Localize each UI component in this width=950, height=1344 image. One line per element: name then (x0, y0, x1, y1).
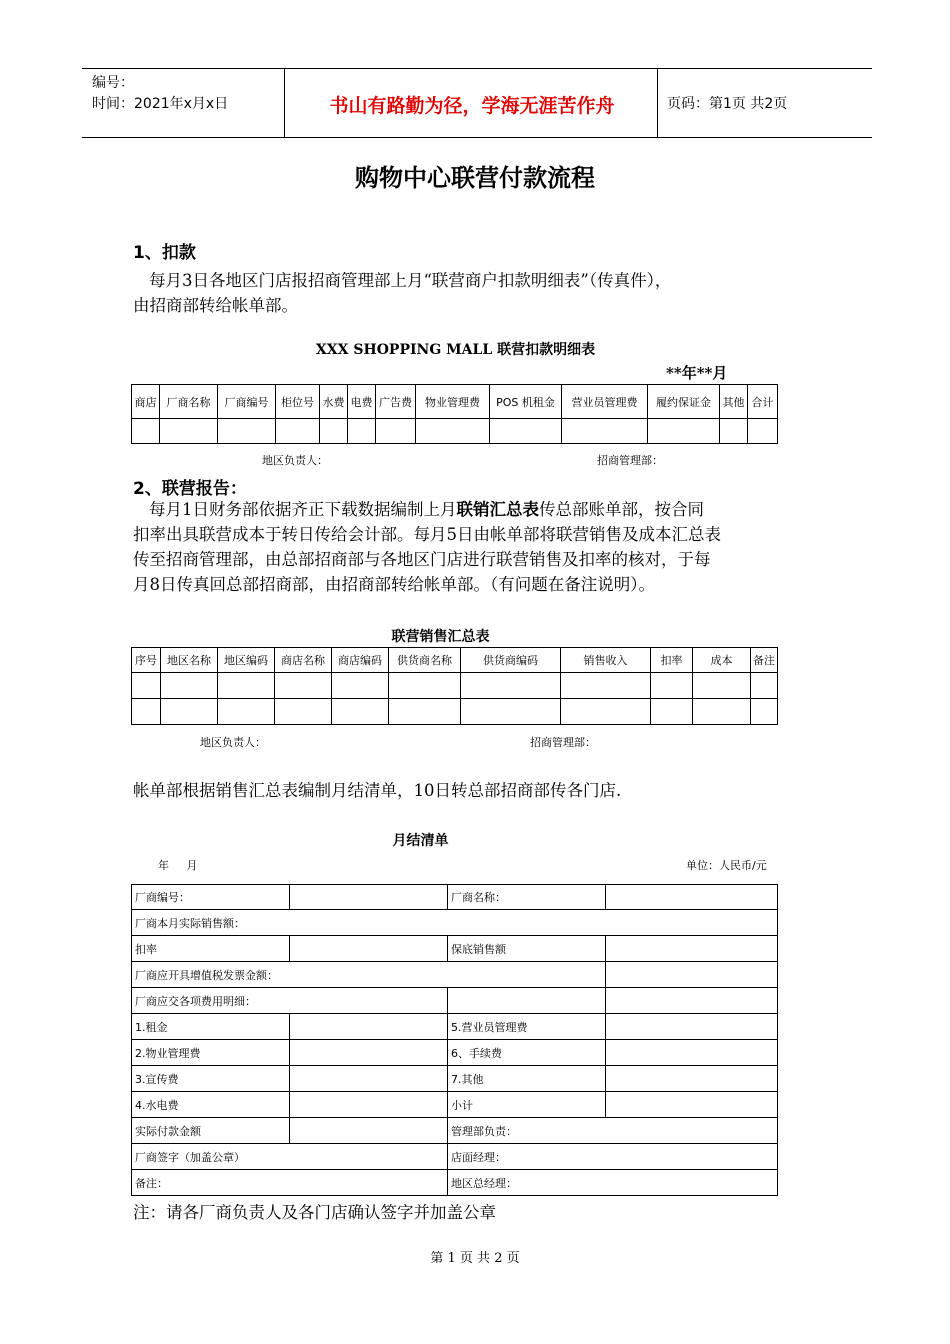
table-cell (276, 419, 320, 444)
promo-fee-value (290, 1066, 448, 1092)
vendor-signature-label: 厂商签字（加盖公章） (132, 1144, 448, 1170)
table1-header-cell: 履约保证金 (648, 385, 720, 419)
statement-row (132, 962, 778, 988)
vendor-name-label: 厂商名称： (448, 885, 606, 910)
table2-header-row (132, 648, 778, 673)
table1-header-row (132, 385, 778, 419)
table2-header-cell: 供货商名称 (389, 648, 461, 673)
table2-header-cell: 备注 (751, 648, 778, 673)
table1-date: **年**月 (666, 364, 728, 382)
vendor-code-label: 厂商编号： (132, 885, 290, 910)
section2-line1-pre: 每月1日财务部依据齐正下载数据编制上月 (149, 500, 457, 519)
table-cell (275, 699, 332, 725)
table-cell (461, 699, 561, 725)
section2-line3: 传至招商管理部，由总部招商部与各地区门店进行联营销售及扣率的核对，于每 (133, 550, 711, 569)
header-divider-right (657, 69, 658, 137)
section1-heading: 1、扣款 (133, 243, 196, 263)
remarks-label: 备注： (132, 1170, 448, 1196)
section2-line2: 扣率出具联营成本于转日传给会计部。每月5日由帐单部将联营销售及成本汇总表 (133, 525, 721, 544)
statement-row (132, 1092, 778, 1118)
table-cell (161, 699, 218, 725)
rate-value (290, 936, 448, 962)
table-cell (751, 699, 778, 725)
table-cell (448, 988, 606, 1014)
table1-header-cell: POS 机租金 (490, 385, 562, 419)
table2-header-cell: 商店编码 (332, 648, 389, 673)
statement-row (132, 1066, 778, 1092)
statement-row (132, 988, 778, 1014)
utility-fee-label: 4.水电费 (132, 1092, 290, 1118)
store-manager-label: 店面经理： (448, 1144, 778, 1170)
section1-line2: 由招商部转给帐单部。 (133, 296, 298, 315)
actual-sales-label: 厂商本月实际销售额： (132, 910, 778, 936)
table2-footer-right: 招商管理部： (530, 736, 596, 749)
table1-header-cell: 营业员管理费 (562, 385, 648, 419)
table-cell (218, 419, 276, 444)
vendor-name-value (606, 885, 778, 910)
table-cell (275, 673, 332, 699)
header-meta (92, 73, 228, 115)
table-cell (648, 419, 720, 444)
staff-fee-value (606, 1014, 778, 1040)
table-cell (606, 988, 778, 1014)
payment-amount-label: 实际付款金额 (132, 1118, 290, 1144)
payment-amount-value (290, 1118, 448, 1144)
table2-header-cell: 供货商编码 (461, 648, 561, 673)
table-cell (490, 419, 562, 444)
table3-year-month: 年 月 (158, 859, 198, 872)
section2-paragraph (133, 497, 823, 597)
table-cell (693, 699, 751, 725)
vendor-code-value (290, 885, 448, 910)
table2-empty-row (132, 699, 778, 725)
statement-row (132, 936, 778, 962)
page-title: 购物中心联营付款流程 (355, 164, 595, 192)
table1-header-cell: 厂商编号 (218, 385, 276, 419)
staff-fee-label: 5.营业员管理费 (448, 1014, 606, 1040)
section1-line1: 每月3日各地区门店报招商管理部上月“联营商户扣款明细表”（传真件）， (149, 271, 672, 290)
table2-header-cell: 销售收入 (561, 648, 651, 673)
management-signoff-label: 管理部负责： (448, 1118, 778, 1144)
table2-header-cell: 商店名称 (275, 648, 332, 673)
table-cell (132, 673, 161, 699)
sales-summary-table (131, 647, 778, 725)
table1-header-cell: 水费 (320, 385, 348, 419)
deduction-table (131, 384, 778, 444)
section1-paragraph (133, 268, 813, 318)
table-cell (132, 419, 160, 444)
handling-fee-label: 6、手续费 (448, 1040, 606, 1066)
statement-row (132, 885, 778, 910)
fee-detail-label: 厂商应交各项费用明细： (132, 988, 448, 1014)
table1-header-cell: 厂商名称 (160, 385, 218, 419)
property-fee-label: 2.物业管理费 (132, 1040, 290, 1066)
utility-fee-value (290, 1092, 448, 1118)
table1-footer-left: 地区负责人： (262, 454, 328, 467)
statement-row (132, 1144, 778, 1170)
table1-header-cell: 商店 (132, 385, 160, 419)
table-cell (720, 419, 748, 444)
promo-fee-label: 3.宣传费 (132, 1066, 290, 1092)
table-cell (651, 673, 693, 699)
statement-row (132, 910, 778, 936)
table-cell (389, 699, 461, 725)
table1-footer-right: 招商管理部： (597, 454, 663, 467)
table-cell (161, 673, 218, 699)
note-text: 注：请各厂商负责人及各门店确认签字并加盖公章 (133, 1203, 496, 1222)
statement-row (132, 1170, 778, 1196)
table3-unit: 单位：人民币/元 (686, 859, 767, 872)
section2-line1-post: 传总部账单部，按合同 (539, 500, 704, 519)
statement-row (132, 1014, 778, 1040)
table2-header-cell: 地区编码 (218, 648, 275, 673)
header-page-info: 页码：第1页 共2页 (667, 96, 788, 112)
table-cell (160, 419, 218, 444)
table-cell (218, 673, 275, 699)
invoice-amount-label: 厂商应开具增值税发票金额： (132, 962, 606, 988)
table-cell (651, 699, 693, 725)
table-cell (751, 673, 778, 699)
invoice-amount-value (606, 962, 778, 988)
statement-row (132, 1040, 778, 1066)
statement-paragraph: 帐单部根据销售汇总表编制月结清单，10日转总部招商部传各门店. (133, 781, 622, 800)
table3-caption: 月结清单 (392, 833, 449, 849)
table-cell (561, 673, 651, 699)
table-cell (461, 673, 561, 699)
table-cell (348, 419, 376, 444)
table-cell (132, 699, 161, 725)
min-sales-value (606, 936, 778, 962)
section2-line1-bold: 联销汇总表 (456, 500, 539, 519)
rent-value (290, 1014, 448, 1040)
table1-header-cell: 物业管理费 (416, 385, 490, 419)
rate-label: 扣率 (132, 936, 290, 962)
table2-header-cell: 成本 (693, 648, 751, 673)
min-sales-label: 保底销售额 (448, 936, 606, 962)
table-cell (416, 419, 490, 444)
monthly-statement-table (131, 884, 778, 1196)
statement-row (132, 1118, 778, 1144)
table-cell (562, 419, 648, 444)
section2-line4: 月8日传真回总部招商部，由招商部转给帐单部。（有问题在备注说明）。 (133, 575, 655, 594)
subtotal-label: 小计 (448, 1092, 606, 1118)
table-cell (389, 673, 461, 699)
table-cell (376, 419, 416, 444)
table1-header-cell: 电费 (348, 385, 376, 419)
subtotal-value (606, 1092, 778, 1118)
page-footer: 第 1 页 共 2 页 (430, 1251, 520, 1266)
table2-header-cell: 扣率 (651, 648, 693, 673)
table1-header-cell: 其他 (720, 385, 748, 419)
table-cell (748, 419, 778, 444)
document-header (82, 68, 872, 138)
other-label: 7.其他 (448, 1066, 606, 1092)
table-cell (218, 699, 275, 725)
table1-empty-row (132, 419, 778, 444)
property-fee-value (290, 1040, 448, 1066)
table-cell (332, 699, 389, 725)
table-cell (332, 673, 389, 699)
rent-label: 1.租金 (132, 1014, 290, 1040)
table1-header-cell: 广告费 (376, 385, 416, 419)
header-divider-left (284, 69, 285, 137)
table-cell (320, 419, 348, 444)
header-motto: 书山有路勤为径，学海无涯苦作舟 (329, 95, 615, 117)
table1-header-cell: 柜位号 (276, 385, 320, 419)
table1-header-cell: 合计 (748, 385, 778, 419)
other-value (606, 1066, 778, 1092)
time-label: 时间：2021年x月x日 (92, 96, 229, 112)
table2-footer-left: 地区负责人： (200, 736, 266, 749)
table2-header-cell: 序号 (132, 648, 161, 673)
handling-fee-value (606, 1040, 778, 1066)
section2-heading: 2、联营报告： (133, 479, 247, 499)
table2-caption: 联营销售汇总表 (391, 629, 490, 645)
table-cell (693, 673, 751, 699)
table2-empty-row (132, 673, 778, 699)
number-label: 编号： (92, 75, 134, 91)
table-cell (561, 699, 651, 725)
table2-header-cell: 地区名称 (161, 648, 218, 673)
table1-caption: XXX SHOPPING MALL 联营扣款明细表 (315, 342, 596, 358)
regional-gm-label: 地区总经理： (448, 1170, 778, 1196)
